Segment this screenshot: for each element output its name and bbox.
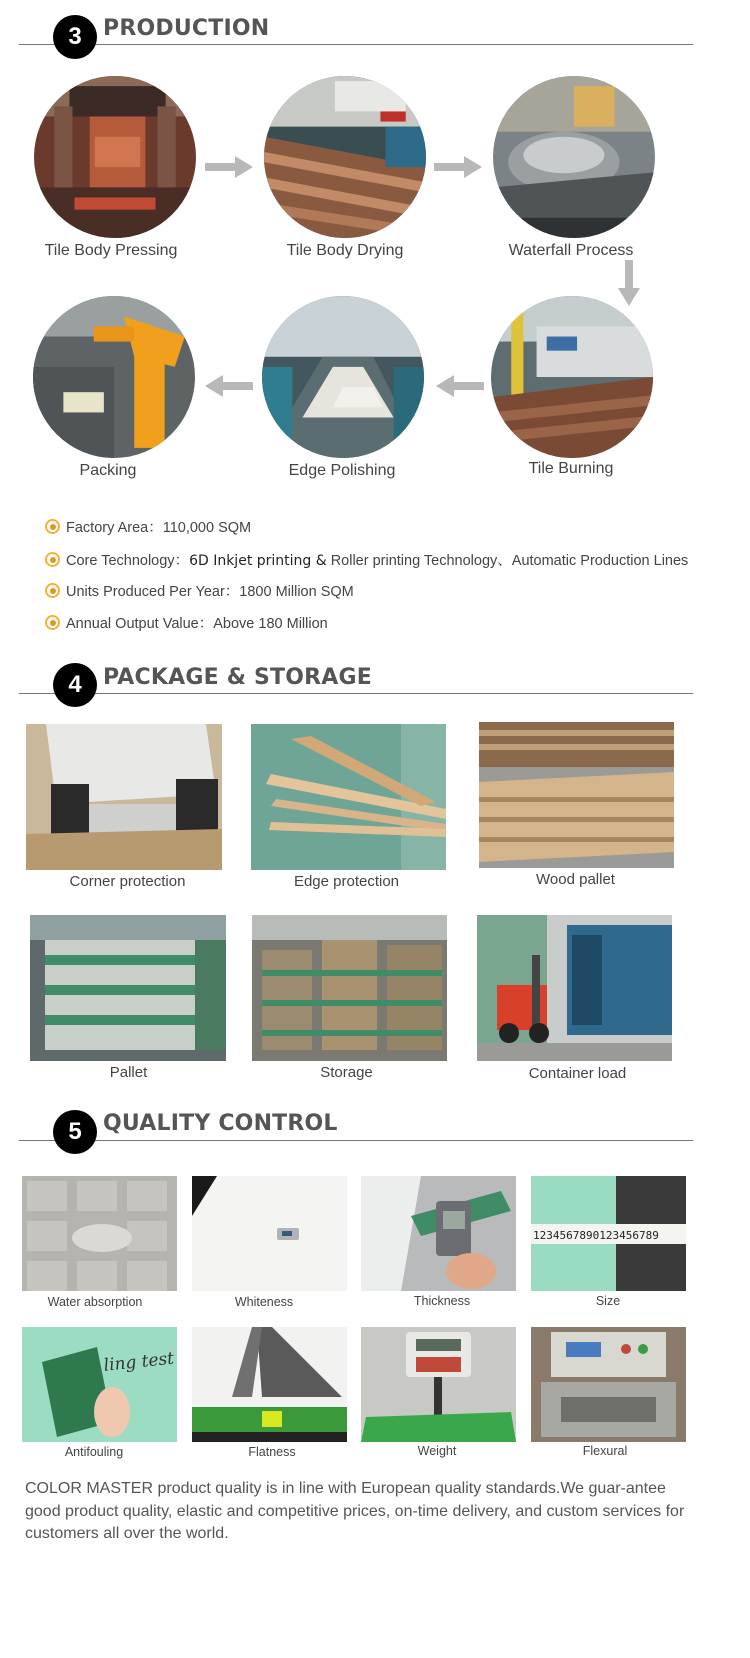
antifouling-photo	[22, 1327, 177, 1442]
bullet-dot-icon	[45, 552, 60, 567]
package-title: PACKAGE & STORAGE	[103, 665, 372, 690]
storage-photo	[252, 915, 447, 1061]
step-label-burning: Tile Burning	[528, 460, 614, 477]
caption-whiteness: Whiteness	[234, 1295, 294, 1309]
caption-water-absorption: Water absorption	[47, 1295, 143, 1309]
tile-body-pressing-photo	[34, 76, 196, 238]
edge-polishing-photo	[262, 296, 424, 458]
edge-protection-photo	[251, 724, 446, 870]
quality-title: QUALITY CONTROL	[103, 1111, 338, 1136]
production-divider	[19, 44, 693, 45]
caption-flatness: Flatness	[248, 1445, 296, 1459]
tile-burning-photo	[491, 296, 653, 458]
fact-factory-area: Factory Area：110,000 SQM	[45, 516, 251, 537]
fact-annual-output: Annual Output Value：Above 180 Million	[45, 612, 328, 633]
weight-photo	[361, 1327, 516, 1442]
arrow-left-icon	[436, 375, 484, 397]
bullet-dot-icon	[45, 615, 60, 630]
wood-pallet-photo	[479, 722, 674, 868]
arrow-right-icon	[205, 156, 253, 178]
water-absorption-photo	[22, 1176, 177, 1291]
ruler-digits: 1234567890123456789	[533, 1229, 659, 1242]
quality-divider	[19, 1140, 693, 1141]
package-number-badge: 4	[53, 663, 97, 707]
whiteness-photo	[192, 1176, 347, 1291]
bullet-dot-icon	[45, 583, 60, 598]
fact-units-per-year: Units Produced Per Year：1800 Million SQM	[45, 580, 354, 601]
waterfall-process-photo	[493, 76, 655, 238]
packing-photo	[33, 296, 195, 458]
step-label-pressing: Tile Body Pressing	[44, 242, 178, 259]
step-label-drying: Tile Body Drying	[286, 242, 404, 259]
caption-wood-pallet: Wood pallet	[536, 871, 615, 888]
caption-corner-protection: Corner protection	[69, 873, 186, 890]
fact-core-technology: Core Technology：6D Inkjet printing & Roller printing Technology、Automatic Production Lines	[45, 549, 688, 570]
package-divider	[19, 693, 693, 694]
arrow-down-icon	[618, 260, 640, 306]
caption-weight: Weight	[417, 1444, 457, 1458]
caption-thickness: Thickness	[413, 1294, 471, 1308]
caption-edge-protection: Edge protection	[293, 873, 400, 890]
step-label-polishing: Edge Polishing	[288, 462, 396, 479]
flatness-photo	[192, 1327, 347, 1442]
container-load-photo	[477, 915, 672, 1061]
step-label-packing: Packing	[79, 462, 137, 479]
caption-container-load: Container load	[528, 1065, 627, 1082]
pallet-photo	[30, 915, 226, 1061]
tile-body-drying-photo	[264, 76, 426, 238]
caption-pallet: Pallet	[109, 1064, 148, 1081]
bullet-dot-icon	[45, 519, 60, 534]
sticker-text: ling test	[102, 1348, 176, 1376]
quality-statement: COLOR MASTER product quality is in line with European quality standards.We guar-antee good product quality, elastic and competitive prices, on-time delivery, and custom services for customers all over the world.	[25, 1480, 685, 1542]
thickness-photo	[361, 1176, 516, 1291]
caption-size: Size	[595, 1294, 621, 1308]
corner-protection-photo	[26, 724, 222, 870]
caption-flexural: Flexural	[582, 1444, 628, 1458]
production-number-badge: 3	[53, 15, 97, 59]
arrow-left-icon	[205, 375, 253, 397]
size-photo	[531, 1176, 686, 1291]
quality-number-badge: 5	[53, 1110, 97, 1154]
caption-antifouling: Antifouling	[64, 1445, 124, 1459]
step-label-waterfall: Waterfall Process	[508, 242, 634, 259]
caption-storage: Storage	[320, 1064, 373, 1081]
flexural-photo	[531, 1327, 686, 1442]
production-title: PRODUCTION	[103, 16, 270, 41]
arrow-right-icon	[434, 156, 482, 178]
